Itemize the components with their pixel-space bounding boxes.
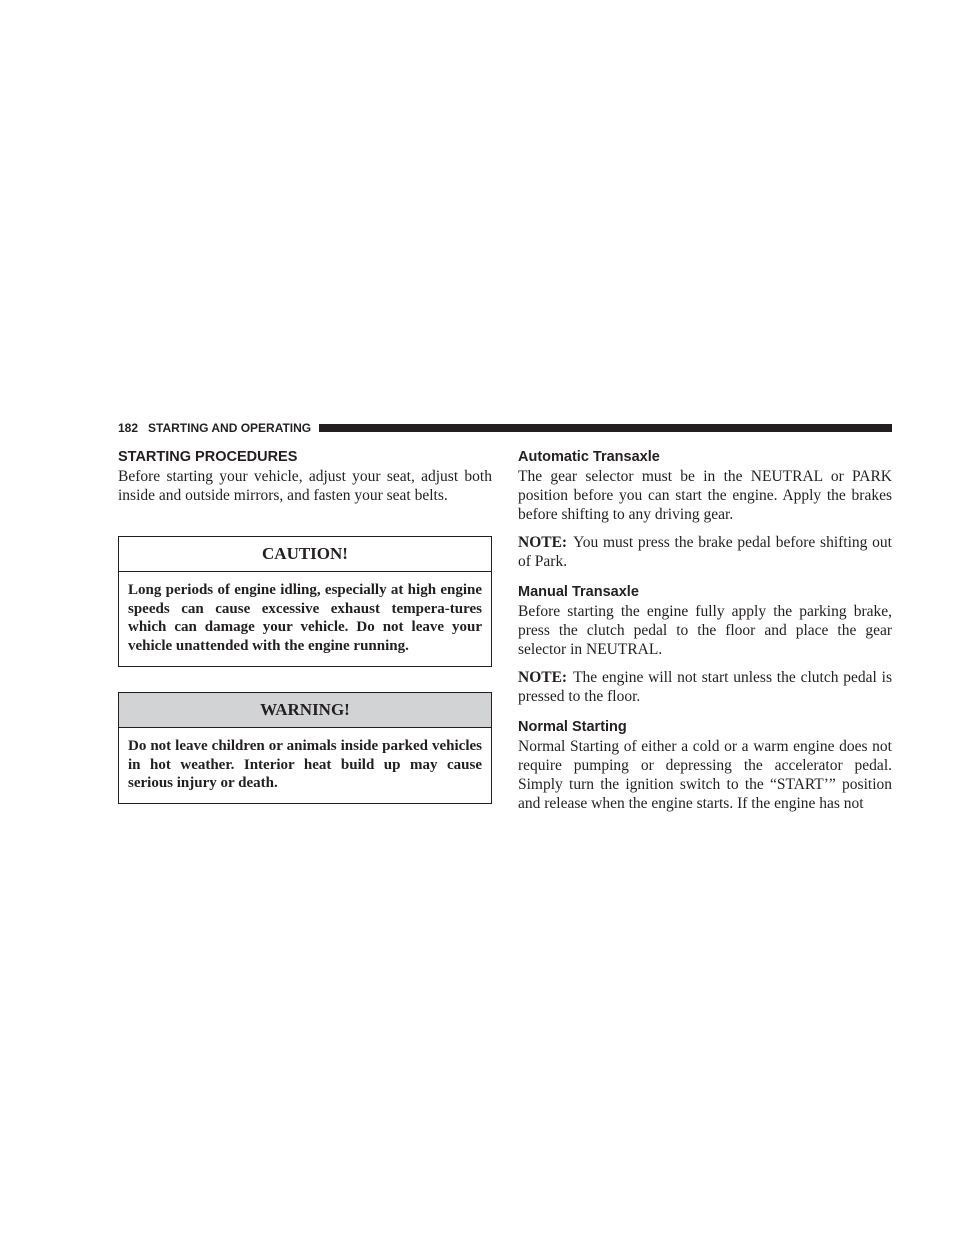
warning-text: Do not leave children or animals inside parked vehicles in hot weather. Interior heat build up may cause serious injury or death. [128,737,482,792]
page-header [118,419,892,437]
caution-text: Long periods of engine idling, especially at high engine speeds can cause excessive exhaust tempera-tures which can damage your vehicle. Do not leave your vehicle unattended with the engine running. [128,582,482,655]
page-number: 182 [118,421,139,435]
normal-starting-paragraph: Normal Starting of either a cold or a warm engine does not require pumping or depressing the accelerator pedal. Simply turn the ignition switch to the “START’” position and release when the engine starts. If the engine has not [518,738,892,812]
automatic-note [518,533,892,571]
normal-starting-heading: Normal Starting [518,719,627,735]
header-rule [319,424,892,432]
manual-transaxle-paragraph: Before starting the engine fully apply the parking brake, press the clutch pedal to the floor and place the gear selector in NEUTRAL. [518,603,892,658]
warning-title: WARNING! [119,693,491,728]
note-label: NOTE: [518,669,568,686]
right-column [518,448,892,813]
caution-box [118,536,492,667]
note-text: The engine will not start unless the clutch pedal is pressed to the floor. [518,669,892,705]
note-text: You must press the brake pedal before shifting out of Park. [518,534,892,570]
automatic-transaxle-heading: Automatic Transaxle [518,449,660,465]
warning-box [118,692,492,804]
section-title: STARTING AND OPERATING [148,421,312,435]
note-label: NOTE: [518,534,568,551]
manual-transaxle-heading: Manual Transaxle [518,584,639,600]
manual-note [518,668,892,706]
caution-title: CAUTION! [119,537,491,572]
intro-paragraph: Before starting your vehicle, adjust your seat, adjust both inside and outside mirrors, and fasten your seat belts. [118,468,492,504]
left-column [118,448,492,804]
automatic-transaxle-paragraph: The gear selector must be in the NEUTRAL or PARK position before you can start the engine. Apply the brakes before shifting to any driving gear. [518,468,892,523]
starting-procedures-heading: STARTING PROCEDURES [118,449,298,465]
